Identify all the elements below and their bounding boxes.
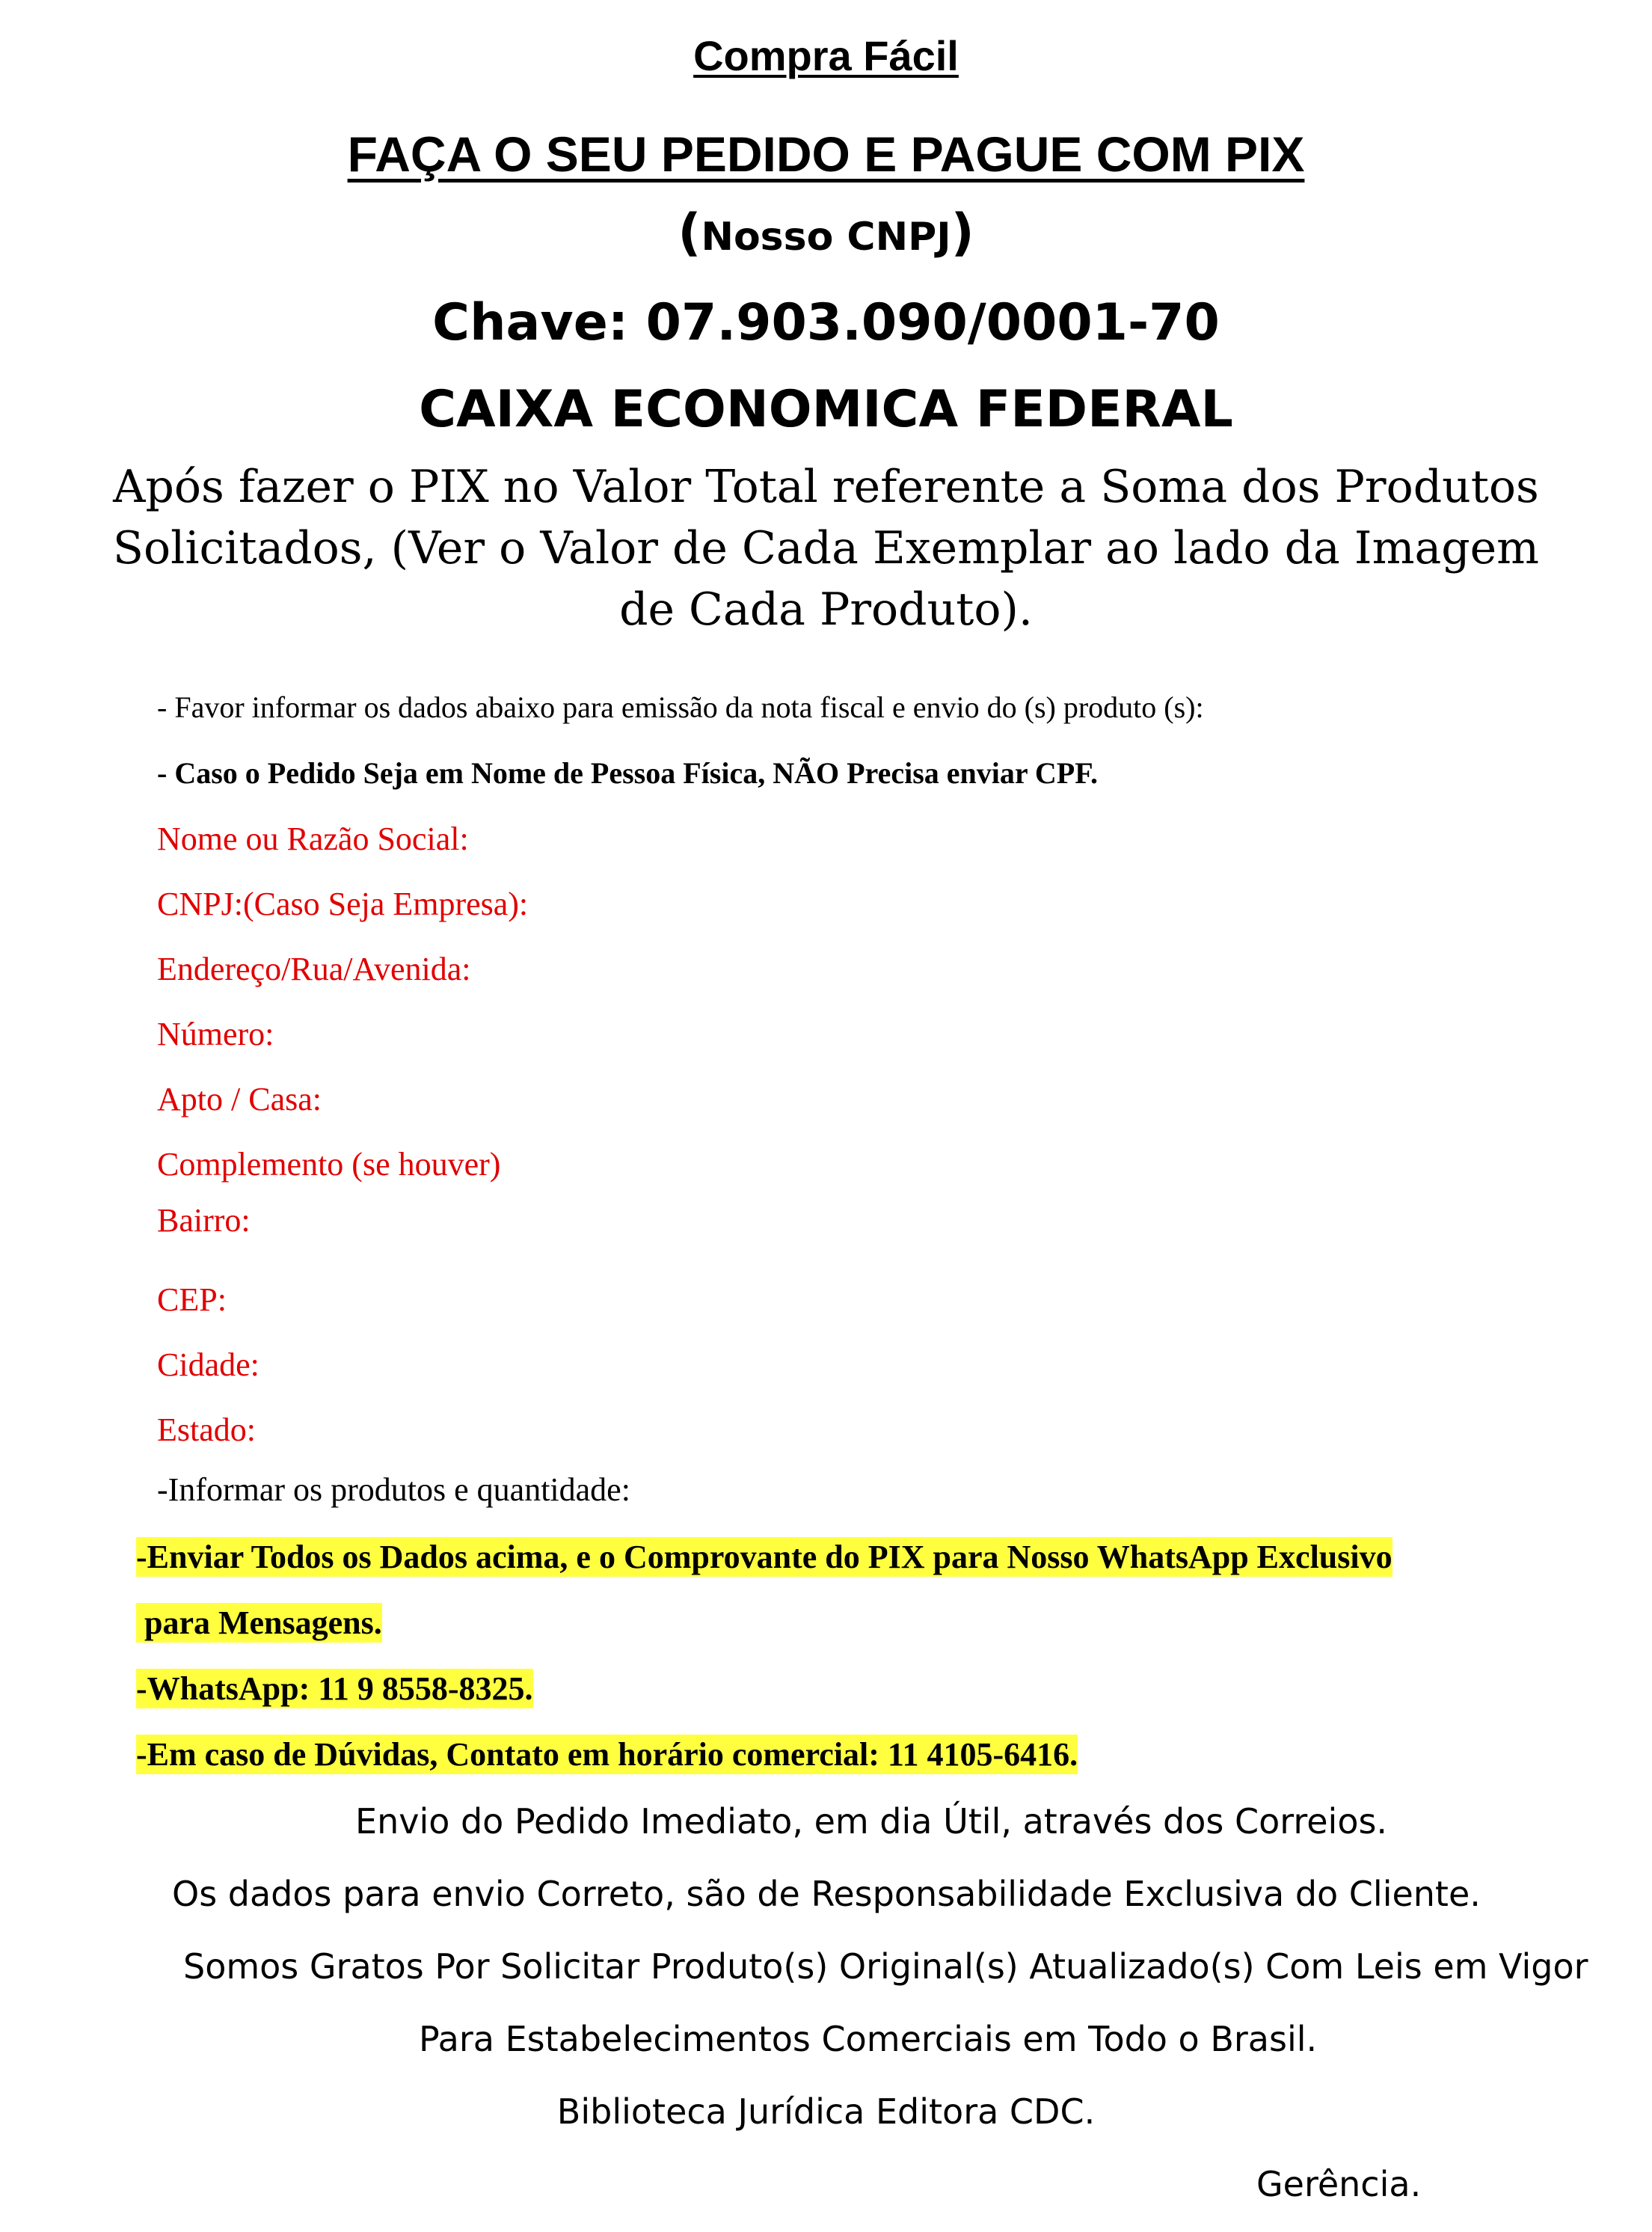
- signature: Gerência.: [1256, 2164, 1422, 2204]
- intro-line-1: Após fazer o PIX no Valor Total referente a Soma dos Produtos: [113, 461, 1539, 513]
- pix-key: Chave: 07.903.090/0001-70: [432, 293, 1220, 352]
- field-address: Endereço/Rua/Avenida:: [157, 951, 471, 987]
- field-apartment: Apto / Casa:: [157, 1081, 322, 1117]
- field-city: Cidade:: [157, 1346, 260, 1383]
- products-instruction: -Informar os produtos e quantidade:: [157, 1471, 630, 1508]
- field-cep: CEP:: [157, 1281, 227, 1318]
- contact-phone: -Em caso de Dúvidas, Contato em horário comercial: 11 4105-6416.: [136, 1736, 1078, 1773]
- highlight-send-data-text: -Enviar Todos os Dados acima, e o Comprovante do PIX para Nosso WhatsApp Exclusivo: [136, 1539, 1392, 1575]
- cnpj-label: [0, 203, 1652, 263]
- bank-name: CAIXA ECONOMICA FEDERAL: [419, 380, 1233, 439]
- intro-line-2: Solicitados, (Ver o Valor de Cada Exemplar ao lado da Imagem: [112, 522, 1540, 574]
- field-name: Nome ou Razão Social:: [157, 821, 469, 857]
- highlight-messages: [136, 1604, 382, 1642]
- cnpj-label-text: Nosso CNPJ: [701, 215, 951, 260]
- highlight-messages-text: para Mensagens.: [136, 1604, 382, 1641]
- invoice-note: - Favor informar os dados abaixo para emissão da nota fiscal e envio do (s) produto (s):: [157, 690, 1204, 724]
- field-district: Bairro:: [157, 1202, 251, 1239]
- field-number: Número:: [157, 1016, 274, 1052]
- cpf-note: - Caso o Pedido Seja em Nome de Pessoa Física, NÃO Precisa enviar CPF.: [157, 756, 1098, 790]
- whatsapp-number: -WhatsApp: 11 9 8558-8325.: [136, 1670, 533, 1707]
- highlight-contact: [136, 1735, 1078, 1773]
- field-state: Estado:: [157, 1411, 256, 1448]
- highlight-send-data: [136, 1538, 1392, 1576]
- closing-shipping: Envio do Pedido Imediato, em dia Útil, através dos Correios.: [355, 1801, 1388, 1842]
- cnpj-close-paren: ): [951, 203, 974, 263]
- field-cnpj: CNPJ:(Caso Seja Empresa):: [157, 886, 529, 922]
- closing-publisher: Biblioteca Jurídica Editora CDC.: [556, 2091, 1096, 2132]
- closing-responsibility: Os dados para envio Correto, são de Responsabilidade Exclusiva do Cliente.: [172, 1874, 1481, 1914]
- intro-paragraph: [0, 456, 1652, 640]
- closing-thanks: Somos Gratos Por Solicitar Produto(s) Original(s) Atualizado(s) Com Leis em Vigor: [183, 1946, 1588, 1987]
- page-headline: FAÇA O SEU PEDIDO E PAGUE COM PIX: [347, 126, 1305, 182]
- highlight-whatsapp: [136, 1670, 533, 1708]
- brand-title: Compra Fácil: [693, 32, 959, 79]
- intro-line-3: de Cada Produto).: [619, 583, 1033, 636]
- cnpj-open-paren: (: [678, 203, 701, 263]
- closing-brazil: Para Estabelecimentos Comerciais em Todo o Brasil.: [419, 2019, 1318, 2059]
- field-complement: Complemento (se houver): [157, 1146, 501, 1183]
